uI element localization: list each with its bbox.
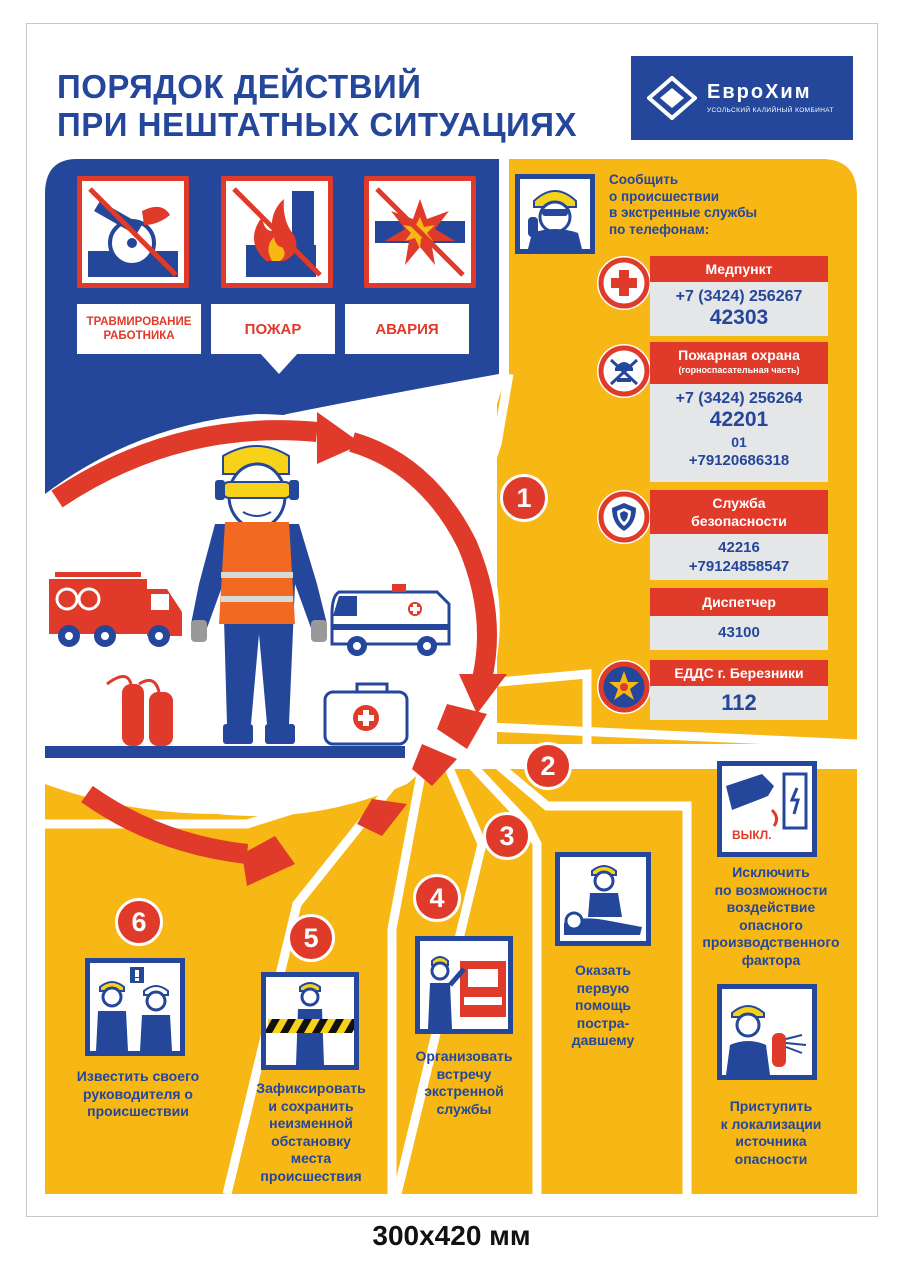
- service-name-security: Служба безопасности: [650, 490, 828, 534]
- title-line-1: ПОРЯДОК ДЕЙСТВИЙ: [57, 68, 422, 105]
- service-name-dispatcher: Диспетчер: [650, 588, 828, 616]
- explosion-icon: [369, 181, 471, 283]
- step-6-text: Известить своего руководителя о происшествии: [76, 1068, 200, 1119]
- service-title: Пожарная охрана: [678, 347, 800, 363]
- hazard-card-accident: [364, 176, 476, 288]
- injury-saw-icon: [82, 181, 184, 283]
- title-line-2: ПРИ НЕШТАТНЫХ СИТУАЦИЯХ: [57, 106, 578, 143]
- service-name-fire-brigade: [650, 342, 828, 384]
- step-number-3: 3: [483, 812, 531, 860]
- security-shield-icon: [597, 490, 651, 544]
- first-aid-kit-icon: [325, 684, 407, 744]
- step-2-text-localize: Приступить к локализации источника опасности: [720, 1098, 822, 1167]
- step-number-4: 4: [413, 874, 461, 922]
- poster-size-label: 300x420 мм: [372, 1220, 531, 1251]
- phone-number: 43100: [718, 624, 760, 641]
- notify-supervisor-icon: [90, 963, 180, 1051]
- service-numbers-medical: [650, 282, 828, 336]
- phone-number: +7 (3424) 256264: [675, 390, 803, 407]
- service-icon-fire-brigade: [597, 344, 651, 398]
- hazard-label-fire: ПОЖАР: [211, 304, 335, 354]
- report-instruction: Сообщить о происшествии в экстренные службы по телефонам:: [609, 172, 758, 237]
- logo-diamond-icon: [647, 76, 697, 120]
- phone-number: 112: [721, 690, 757, 715]
- step-5-pictogram: [261, 972, 359, 1070]
- emergency-ministry-icon: [597, 660, 651, 714]
- phone-number: +79120686318: [688, 452, 790, 469]
- switch-off-label: ВЫКЛ.: [732, 828, 772, 842]
- step-number-5: 5: [287, 914, 335, 962]
- step-4-pictogram: [415, 936, 513, 1034]
- step-5-text: Зафиксировать и сохранить неизменной обстановку места происшествия: [256, 1080, 366, 1184]
- service-numbers-fire-brigade: [650, 384, 828, 482]
- logo-subtitle: УСОЛЬСКИЙ КАЛИЙНЫЙ КОМБИНАТ: [707, 107, 834, 114]
- ambulance-icon: [332, 584, 449, 656]
- hazard-card-injury: [77, 176, 189, 288]
- poster: [26, 23, 878, 1217]
- service-numbers-security: [650, 534, 828, 580]
- step-2-text-isolate: Исключить по возможности воздействие опасного производственного фактора: [702, 864, 840, 968]
- phone-number: +7 (3424) 256267: [675, 288, 803, 305]
- service-subtitle: (горноспасательная часть): [678, 365, 800, 375]
- step-number-1: 1: [500, 474, 548, 522]
- service-icon-security: [597, 490, 651, 544]
- step-3-pictogram: [555, 852, 651, 946]
- page-title: [57, 68, 577, 144]
- service-numbers-edds: [650, 686, 828, 720]
- first-aid-cpr-icon: [560, 857, 646, 941]
- service-icon-edds: [597, 660, 651, 714]
- barrier-tape-icon: [266, 977, 354, 1065]
- phone-number: 01: [731, 434, 747, 450]
- fire-brigade-icon: [597, 344, 651, 398]
- meet-fire-truck-icon: [420, 941, 508, 1029]
- fire-icon: [226, 181, 328, 283]
- phone-number: 42303: [709, 306, 769, 329]
- company-logo: [631, 56, 853, 140]
- hazard-card-fire: [221, 176, 333, 288]
- hazard-label-injury: ТРАВМИРОВАНИЕ РАБОТНИКА: [77, 304, 201, 354]
- step-4-text: Организовать встречу экстренной службы: [415, 1048, 513, 1117]
- service-name-medical: Медпункт: [650, 256, 828, 282]
- medical-cross-icon: [597, 256, 651, 310]
- hazard-label-accident: АВАРИЯ: [345, 304, 469, 354]
- step-number-2: 2: [524, 742, 572, 790]
- phone-number: 42201: [709, 408, 769, 431]
- phone-number: +79124858547: [688, 558, 790, 575]
- step-2-pictogram-extinguish: [717, 984, 817, 1080]
- step-6-pictogram: [85, 958, 185, 1056]
- service-numbers-dispatcher: [650, 616, 828, 650]
- step-number-6: 6: [115, 898, 163, 946]
- phone-number: 42216: [718, 539, 760, 556]
- step-2-pictogram-switch: [717, 761, 817, 857]
- report-pictogram: [515, 174, 595, 254]
- service-icon-medical: [597, 256, 651, 310]
- worker-phone-icon: [520, 179, 590, 249]
- step-3-text: Оказать первую помощь постра- давшему: [571, 962, 635, 1048]
- hazard-pointer: [259, 352, 299, 376]
- logo-name: ЕвроХим: [707, 81, 812, 103]
- worker-extinguisher-icon: [722, 989, 812, 1075]
- service-name-edds: ЕДДС г. Березники: [650, 660, 828, 686]
